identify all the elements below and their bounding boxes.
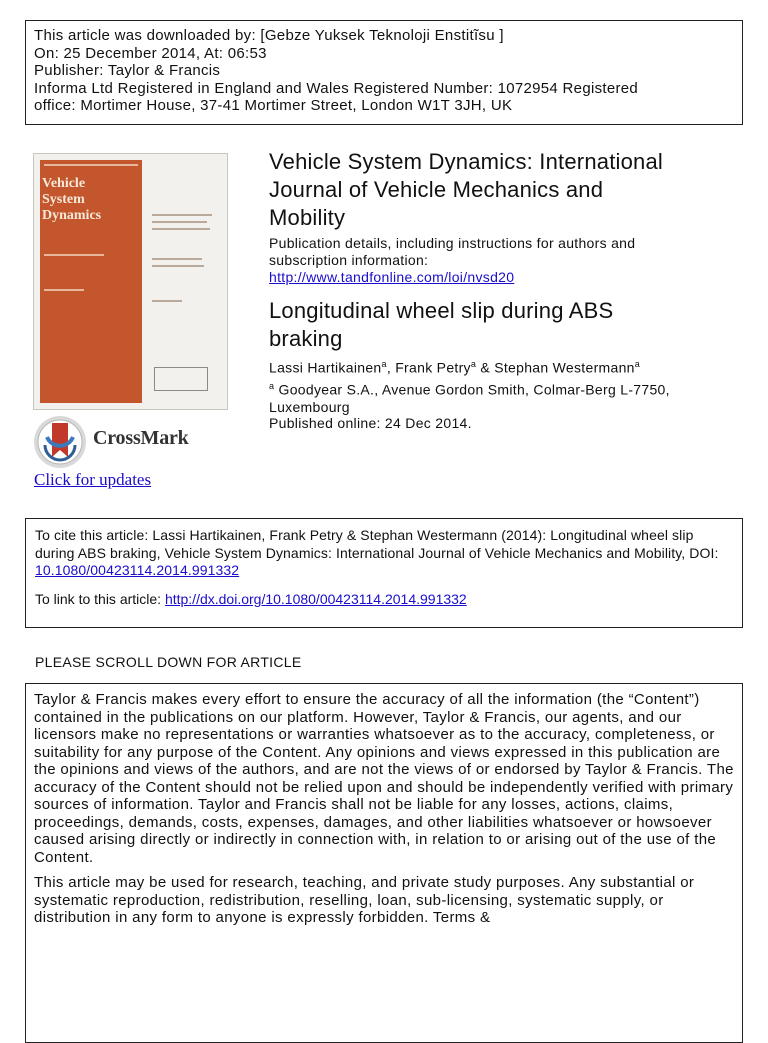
cover-title <box>42 176 101 224</box>
article-title-line: Longitudinal wheel slip during ABS <box>269 298 614 323</box>
journal-title-line: Journal of Vehicle Mechanics and <box>269 177 604 202</box>
citation-box <box>25 518 743 628</box>
journal-cover-image <box>33 153 228 410</box>
disclaimer-paragraph: Taylor & Francis makes every effort to ensure the accuracy of all the information (the “Content”) contained in the publications on our platform. However, Taylor & Francis, our agents, and our licensors make no representations or warranties whatsoever as to the accuracy, completeness, or suitability for any purpose of the Content. Any opinions and views expressed in this publication are the opinions and views of the authors, and are not the views of or endorsed by Taylor & Francis. The accuracy of the Content should not be relied upon and should be independently verified with primary sources of information. Taylor and Francis shall not be liable for any losses, actions, claims, proceedings, demands, costs, expenses, damages, and other liabilities whatsoever or howsoever caused arising directly or indirectly in connection with, in relation to or arising out of the use of the Content. <box>34 691 734 866</box>
crossmark-label[interactable]: CrossMark <box>93 427 189 449</box>
cover-title-line: Dynamics <box>42 208 102 223</box>
author-separator: , <box>386 359 396 376</box>
authors-line <box>269 356 739 377</box>
cover-decoration <box>152 300 182 302</box>
download-info-line: Publisher: Taylor & Francis <box>34 62 221 79</box>
crossmark-icon[interactable] <box>33 415 87 469</box>
download-info-line: This article was downloaded by: [Gebze Yuksek Teknoloji Enstitĩsu ] <box>34 27 504 44</box>
affiliation-mark: a <box>634 359 641 369</box>
article-link-line <box>35 591 733 609</box>
cover-decoration <box>152 221 207 223</box>
click-for-updates-link[interactable]: Click for updates <box>34 470 152 489</box>
disclaimer-paragraph: This article may be used for research, teaching, and private study purposes. Any substantial or systematic reproduction, redistribution, reselling, loan, sub-licensing, systematic supply, or distribution in any form to anyone is expressly forbidden. Terms & <box>34 874 695 926</box>
author-name: Frank Petry <box>395 359 471 376</box>
doi-link[interactable]: 10.1080/00423114.2014.991332 <box>35 562 240 578</box>
author-name: Stephan Westermann <box>494 359 635 376</box>
download-info-line: On: 25 December 2014, At: 06:53 <box>34 44 267 62</box>
article-link-label: To link to this article: <box>35 590 165 607</box>
article-link[interactable]: http://dx.doi.org/10.1080/00423114.2014.991332 <box>164 590 467 607</box>
journal-title <box>269 148 739 232</box>
citation-text <box>35 527 733 580</box>
article-title <box>269 297 739 353</box>
journal-title-line: Mobility <box>269 205 346 230</box>
cover-title-line: System <box>42 192 85 207</box>
publication-details <box>269 235 739 269</box>
affiliation <box>269 378 739 416</box>
published-date: Published online: 24 Dec 2014. <box>269 415 472 431</box>
author-name: Lassi Hartikainen <box>269 359 382 376</box>
download-info-line: office: Mortimer House, 37-41 Mortimer Street, London W1T 3JH, UK <box>34 97 513 114</box>
cover-decoration <box>152 214 212 216</box>
affiliation-mark: a <box>470 359 477 369</box>
disclaimer-box <box>25 683 743 1043</box>
publication-details-line: Publication details, including instructions for authors and <box>269 235 636 251</box>
cover-title-line: Vehicle <box>42 176 86 191</box>
cover-decoration <box>44 289 84 291</box>
download-info-box <box>25 20 743 125</box>
affiliation-line: Luxembourg <box>269 398 350 415</box>
cover-publisher-logo <box>154 367 208 391</box>
affiliation-mark: a <box>381 359 387 369</box>
journal-title-line: Vehicle System Dynamics: International <box>269 149 663 174</box>
cover-decoration <box>152 228 210 230</box>
affiliation-line: Goodyear S.A., Avenue Gordon Smith, Colmar-Berg L-7750, <box>274 381 670 398</box>
cover-decoration <box>44 254 104 256</box>
download-info-line: Informa Ltd Registered in England and Wales Registered Number: 1072954 Registered <box>34 79 639 97</box>
author-separator: & <box>476 359 495 376</box>
citation-body: To cite this article: Lassi Hartikainen, Frank Petry & Stephan Westermann (2014): Longitudinal wheel slip during ABS braking, Vehicle System Dynamics: International Journal of Vehicle Mechanics and Mobility, DOI: <box>35 527 719 561</box>
cover-decoration <box>44 164 138 166</box>
article-title-line: braking <box>269 326 343 351</box>
scroll-down-heading: PLEASE SCROLL DOWN FOR ARTICLE <box>35 654 302 670</box>
publication-details-line: subscription information: <box>269 252 429 268</box>
cover-decoration <box>152 265 204 267</box>
cover-decoration <box>152 258 202 260</box>
journal-url-link[interactable]: http://www.tandfonline.com/loi/nvsd20 <box>269 269 515 285</box>
affiliation-mark: a <box>269 381 275 391</box>
